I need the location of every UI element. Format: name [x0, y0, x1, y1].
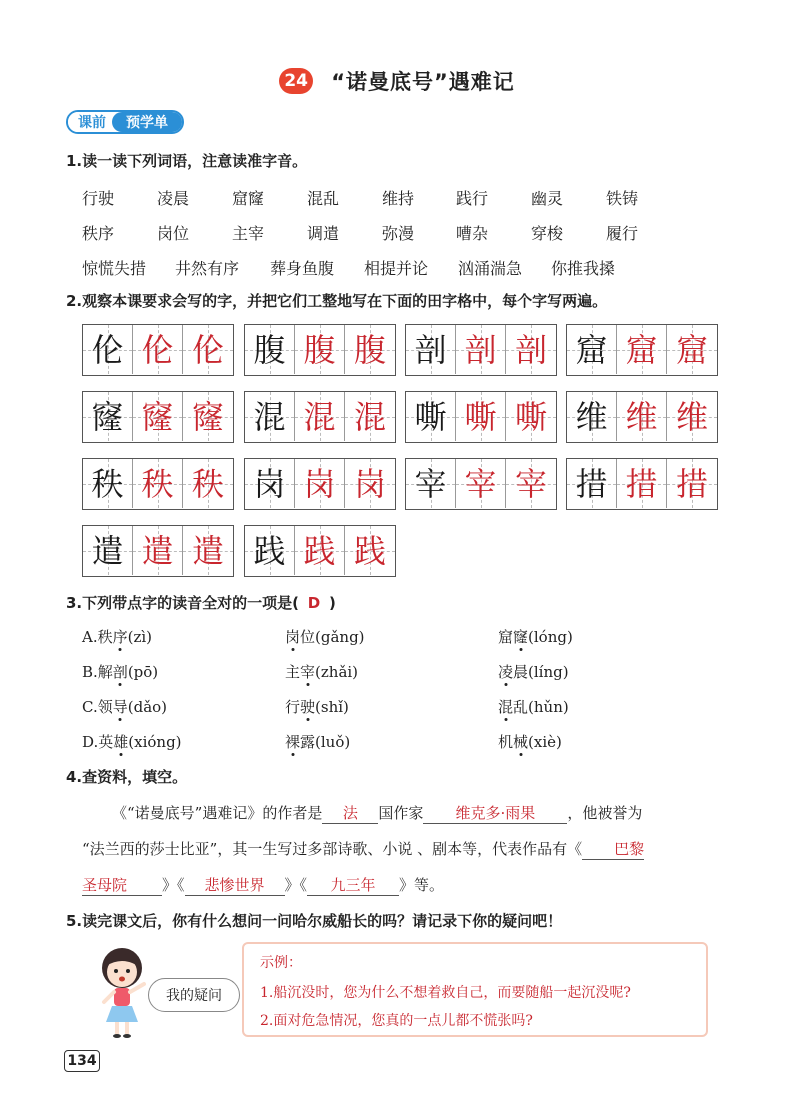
q3-option: [285, 661, 358, 682]
writing-grid-cell: [133, 459, 183, 508]
my-question-cloud: 我的疑问: [148, 978, 240, 1012]
writing-grid-cell: [83, 526, 133, 575]
q3-option-dot: 裸: [285, 733, 301, 751]
writing-grid-group: [566, 324, 718, 376]
writing-grid-cell: [183, 526, 233, 575]
written-character: 宰: [514, 464, 547, 503]
q3-option-dot: 混: [498, 698, 514, 716]
written-character: 伦: [141, 330, 174, 369]
written-character: 窿: [141, 397, 174, 436]
writing-grid-cell: [456, 325, 506, 374]
writing-grid-cell: [456, 459, 506, 508]
q3-option-post: (dǎo): [127, 698, 168, 716]
example-label: 示例：: [260, 955, 302, 971]
q1-word: 相提并论: [364, 259, 429, 278]
q3-option: [82, 731, 182, 752]
q4-blank-author: 维克多·雨果: [423, 802, 567, 824]
written-character: 措: [675, 464, 708, 503]
writing-grid-cell: [345, 459, 395, 508]
writing-grid-cell: [506, 459, 556, 508]
q3-option-post: (xiè): [528, 733, 562, 751]
writing-grid-cell: [245, 526, 295, 575]
q4-line-3: [82, 874, 444, 896]
q3-option-pre: B.解: [82, 663, 113, 681]
writing-grid-cell: [295, 325, 345, 374]
example-line-2: 2.面对危急情况，您真的一点儿都不慌张吗?: [260, 1013, 533, 1029]
q3-option: [498, 696, 569, 717]
writing-grid-cell: [245, 392, 295, 441]
q4-line-1: [112, 802, 642, 824]
written-character: 措: [625, 464, 658, 503]
writing-grid-cell: [345, 526, 395, 575]
q1-word: 汹涌湍急: [458, 259, 523, 278]
model-character: 维: [575, 397, 608, 436]
q4-blank-work-3: 九三年: [307, 874, 399, 896]
q4-blank-work-1a: 巴黎: [582, 838, 644, 860]
model-character: 嘶: [414, 397, 447, 436]
writing-grid-group: [405, 391, 557, 443]
writing-grid-cell: [617, 392, 667, 441]
written-character: 混: [303, 397, 336, 436]
writing-grid-group: [82, 391, 234, 443]
written-character: 遣: [141, 531, 174, 570]
q3-option-dot: 凌: [498, 663, 514, 681]
writing-grid-cell: [183, 459, 233, 508]
written-character: 维: [625, 397, 658, 436]
q3-option-post: (lóng): [528, 628, 573, 646]
model-character: 剖: [414, 330, 447, 369]
writing-grid-cell: [406, 392, 456, 441]
page-title: “诺曼底号”遇难记: [331, 70, 515, 94]
q3-option: [82, 626, 152, 647]
q1-word: 行驶: [82, 189, 115, 208]
question-3-text: 3.下列带点字的读音全对的一项是(: [66, 594, 299, 612]
written-character: 岗: [353, 464, 386, 503]
q3-option-pre: 行: [285, 698, 301, 716]
question-4-prompt: 4.查资料，填空。: [66, 768, 188, 786]
model-character: 窟: [575, 330, 608, 369]
q1-word: 践行: [456, 189, 489, 208]
writing-grid-cell: [567, 325, 617, 374]
q3-option-dot: 岗: [285, 628, 301, 646]
q4-text: 《“诺曼底号”遇难记》的作者是: [112, 804, 323, 822]
writing-grid-group: [82, 525, 234, 577]
written-character: 遣: [191, 531, 224, 570]
question-2-prompt: 2.观察本课要求会写的字，并把它们工整地写在下面的田字格中，每个字写两遍。: [66, 292, 608, 310]
writing-grid-cell: [456, 392, 506, 441]
written-character: 嘶: [464, 397, 497, 436]
model-character: 践: [253, 531, 286, 570]
question-5-prompt: 5.读完课文后，你有什么想问一问哈尔威船长的吗？请记录下你的疑问吧！: [66, 912, 563, 930]
q1-word: 岗位: [157, 224, 190, 243]
q1-word: 井然有序: [175, 259, 240, 278]
model-character: 伦: [91, 330, 124, 369]
q1-word: 混乱: [307, 189, 340, 208]
written-character: 岗: [303, 464, 336, 503]
written-character: 窟: [675, 330, 708, 369]
written-character: 窟: [625, 330, 658, 369]
writing-grid-group: [405, 324, 557, 376]
section-tag: [66, 110, 184, 134]
q3-option: [285, 731, 350, 752]
q3-option-post: 晨(líng): [513, 663, 569, 681]
written-character: 秩: [191, 464, 224, 503]
q4-text: 》等。: [399, 876, 445, 894]
section-tag-right: 预学单: [112, 112, 182, 132]
written-character: 践: [303, 531, 336, 570]
writing-grid-cell: [83, 392, 133, 441]
question-3-answer: D: [307, 594, 321, 612]
writing-grid-group: [244, 525, 396, 577]
writing-grid-cell: [83, 459, 133, 508]
q4-line-2: [82, 838, 644, 860]
q1-word: 履行: [606, 224, 639, 243]
example-line-1: 1.船沉没时，您为什么不想着救自己，而要随船一起沉没呢?: [260, 985, 631, 1001]
writing-grid-group: [82, 324, 234, 376]
q3-option-dot: 驶: [300, 698, 316, 716]
q3-option-post: (xióng): [128, 733, 182, 751]
q3-option: [498, 731, 562, 752]
q3-option-pre: A.秩: [82, 628, 113, 646]
q3-option-pre: C.领: [82, 698, 113, 716]
writing-grid-cell: [567, 392, 617, 441]
written-character: 宰: [464, 464, 497, 503]
writing-grid-cell: [667, 392, 717, 441]
model-character: 宰: [414, 464, 447, 503]
q1-word: 维持: [382, 189, 415, 208]
writing-grid-group: [82, 458, 234, 510]
writing-grid-cell: [83, 325, 133, 374]
model-character: 腹: [253, 330, 286, 369]
q4-text: 国作家: [378, 804, 424, 822]
q3-option-pre: 窟: [498, 628, 514, 646]
q3-option-post: (zì): [127, 628, 153, 646]
q1-word: 你推我搡: [551, 259, 616, 278]
writing-grid-group: [244, 324, 396, 376]
writing-grid-cell: [345, 325, 395, 374]
q1-word: 秩序: [82, 224, 115, 243]
writing-grid-cell: [133, 526, 183, 575]
writing-grid-cell: [406, 325, 456, 374]
writing-grid-cell: [133, 392, 183, 441]
question-1-prompt: 1.读一读下列词语，注意读准字音。: [66, 152, 308, 170]
q3-option-post: 乱(hǔn): [513, 698, 569, 716]
q4-text: 》《: [162, 876, 185, 894]
q3-option-post: (pō): [127, 663, 159, 681]
q3-option-post: (zhǎi): [315, 663, 359, 681]
q3-option-dot: 雄: [113, 733, 129, 751]
written-character: 嘶: [514, 397, 547, 436]
written-character: 剖: [464, 330, 497, 369]
q1-word: 幽灵: [531, 189, 564, 208]
written-character: 秩: [141, 464, 174, 503]
writing-grid-cell: [406, 459, 456, 508]
page-number: 134: [64, 1050, 100, 1072]
writing-grid-cell: [345, 392, 395, 441]
writing-grid-cell: [506, 392, 556, 441]
q3-option-pre: D.英: [82, 733, 114, 751]
q1-word: 窟窿: [232, 189, 265, 208]
q4-text: ，他被誉为: [567, 804, 643, 822]
q4-blank-work-1b: 圣母院: [82, 874, 162, 896]
model-character: 措: [575, 464, 608, 503]
writing-grid-cell: [567, 459, 617, 508]
writing-grid-cell: [617, 459, 667, 508]
q3-option-dot: 剖: [112, 663, 128, 681]
question-3-prompt: [66, 592, 336, 613]
q4-blank-country: 法: [322, 802, 378, 824]
writing-grid-cell: [183, 392, 233, 441]
q3-option-pre: 主: [285, 663, 301, 681]
written-character: 腹: [353, 330, 386, 369]
q3-option-dot: 窿: [513, 628, 529, 646]
q4-blank-work-2: 悲惨世界: [185, 874, 285, 896]
writing-grid-cell: [667, 459, 717, 508]
written-character: 剖: [514, 330, 547, 369]
model-character: 岗: [253, 464, 286, 503]
q1-word: 穿梭: [531, 224, 564, 243]
writing-grid-cell: [295, 526, 345, 575]
q3-option-pre: 机: [498, 733, 514, 751]
written-character: 窿: [191, 397, 224, 436]
writing-grid-group: [566, 458, 718, 510]
model-character: 混: [253, 397, 286, 436]
q3-option: [498, 661, 569, 682]
q3-option-dot: 导: [112, 698, 128, 716]
written-character: 践: [353, 531, 386, 570]
writing-grid-cell: [295, 459, 345, 508]
writing-grid-cell: [245, 325, 295, 374]
writing-grid-cell: [617, 325, 667, 374]
model-character: 秩: [91, 464, 124, 503]
q1-word: 凌晨: [157, 189, 190, 208]
q3-option: [82, 696, 167, 717]
q1-word: 葬身鱼腹: [270, 259, 335, 278]
q3-option-post: (shǐ): [315, 698, 349, 716]
q4-text: “法兰西的莎士比亚”，其一生写过多部诗歌、小说 、剧本等，代表作品有《: [82, 840, 583, 858]
writing-grid-group: [566, 391, 718, 443]
writing-grid-cell: [245, 459, 295, 508]
lesson-number-badge: 24: [279, 68, 313, 94]
example-answer-box: [242, 942, 708, 1037]
q1-word: 嘈杂: [456, 224, 489, 243]
section-tag-left: 课前: [68, 112, 112, 132]
writing-grid-cell: [133, 325, 183, 374]
q3-option-dot: 械: [513, 733, 529, 751]
q3-option-dot: 序: [112, 628, 128, 646]
written-character: 伦: [191, 330, 224, 369]
q1-word: 调遣: [307, 224, 340, 243]
model-character: 窿: [91, 397, 124, 436]
writing-grid-cell: [295, 392, 345, 441]
question-3-close: ): [329, 594, 336, 612]
writing-grid-cell: [667, 325, 717, 374]
q3-option-dot: 宰: [300, 663, 316, 681]
q1-word: 铁铸: [606, 189, 639, 208]
q3-option-post: 露(luǒ): [300, 733, 351, 751]
writing-grid-cell: [506, 325, 556, 374]
girl-illustration: [92, 944, 156, 1040]
writing-grid-group: [244, 391, 396, 443]
q1-word: 弥漫: [382, 224, 415, 243]
writing-grid-group: [405, 458, 557, 510]
q3-option: [285, 626, 365, 647]
written-character: 维: [675, 397, 708, 436]
q3-option: [498, 626, 573, 647]
q3-option: [285, 696, 349, 717]
q3-option: [82, 661, 158, 682]
q1-word: 惊慌失措: [82, 259, 147, 278]
writing-grid-group: [244, 458, 396, 510]
q3-option-post: 位(gǎng): [300, 628, 365, 646]
written-character: 混: [353, 397, 386, 436]
writing-grid-cell: [183, 325, 233, 374]
q1-word: 主宰: [232, 224, 265, 243]
q4-text: 》《: [284, 876, 308, 894]
lesson-header: [0, 64, 794, 98]
written-character: 腹: [303, 330, 336, 369]
model-character: 遣: [91, 531, 124, 570]
